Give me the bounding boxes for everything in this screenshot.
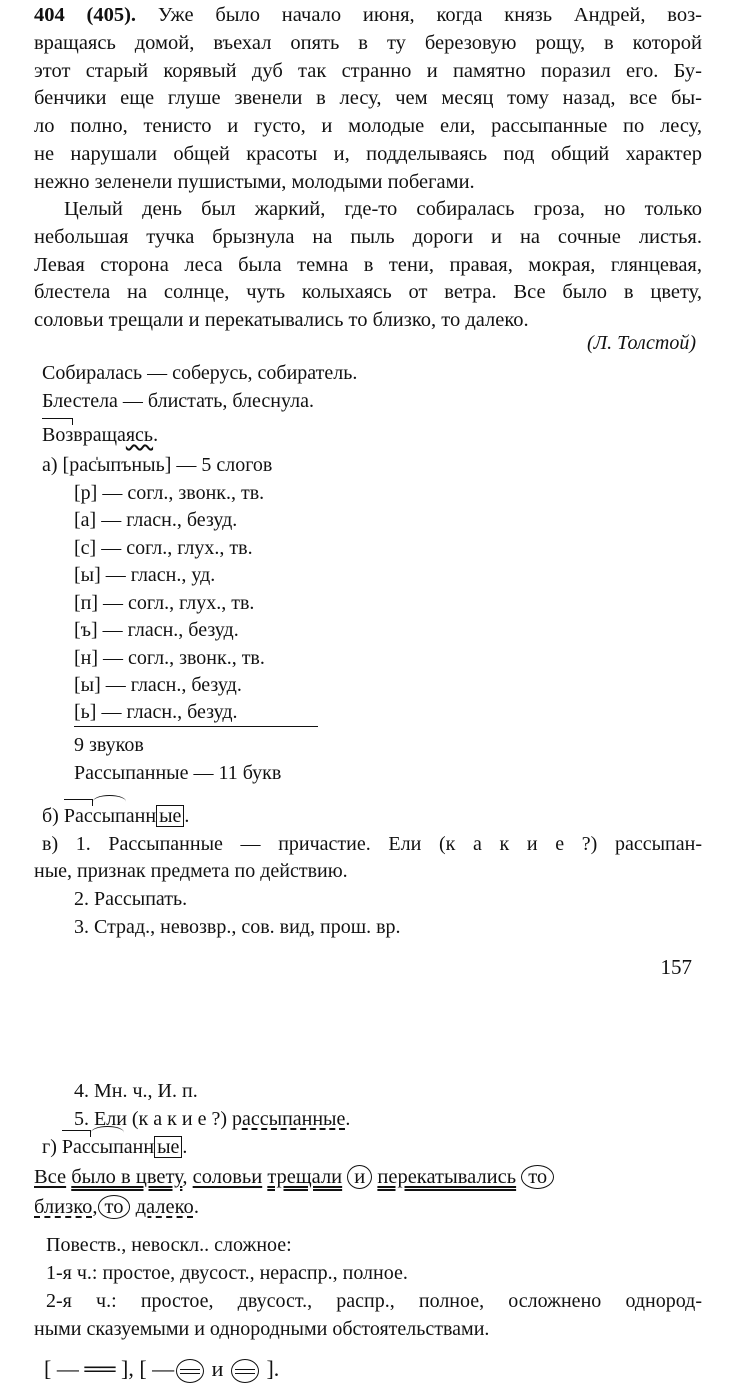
suffix-mark: ясь — [125, 424, 154, 446]
morph-analysis-item-4: 4. Мн. ч., И. п. — [74, 1080, 198, 1102]
text-line: ло полно, тенисто и густо, и молодые ели, рассыпанные по лесу, — [34, 115, 702, 138]
text-line: вращаясь домой, въехал опять в ту березовую рощу, в которой — [34, 31, 702, 54]
subject: соловьи — [192, 1166, 263, 1188]
morph-analysis-v-line1: в) 1. Рассыпанные — причастие. Ели (к а к и е ?) рассыпан- — [42, 833, 702, 855]
page-number: 157 — [660, 955, 692, 979]
sound-row: [ы] — гласн., уд. — [74, 564, 216, 586]
text-line: этот старый корявый дуб так странно и памятно поразил его. Бу- — [34, 59, 702, 82]
letters-total: Рассыпанные — 11 букв — [74, 762, 282, 784]
homogeneous-predicate-oval — [176, 1359, 204, 1383]
syntax-desc-1: Повеств., невоскл.. сложное: — [46, 1234, 292, 1256]
conjunction-circle: и — [347, 1165, 372, 1189]
syntax-desc-3: 2-я ч.: простое, двусост., распр., полное, осложнено однород- — [46, 1290, 702, 1312]
text-line: Левая сторона леса была темна в тени, правая, мокрая, глянцевая, — [34, 253, 702, 276]
author-attribution: (Л. Толстой) — [586, 332, 696, 354]
suffix-mark: анн — [123, 1136, 155, 1158]
sound-row: [н] — согл., звонк., тв. — [74, 647, 265, 669]
morph-analysis-item-2: 2. Рассыпать. — [74, 888, 188, 910]
definition-word: рассыпанные — [232, 1108, 346, 1130]
sounds-total: 9 звуков — [74, 734, 144, 756]
morph-analysis-item-3: 3. Страд., невозвр., сов. вид, прош. вр. — [74, 916, 401, 938]
sentence-scheme: [ — ══ ], [ — и ]. — [44, 1356, 280, 1381]
sound-row: [а] — гласн., безуд. — [74, 509, 238, 531]
syntax-desc-2: 1-я ч.: простое, двусост., нераспр., полное. — [46, 1262, 408, 1284]
conjunction-circle: то — [521, 1165, 554, 1189]
text-line: соловьи трещали и перекатывались то близко, то далеко. — [34, 309, 529, 332]
analysis-line-2: Блестела — блистать, блеснула. — [42, 390, 314, 412]
text-line: Целый день был жаркий, где-то собиралась гроза, но только — [64, 198, 702, 220]
syntax-sentence-line1: Все было в цвету, соловьи трещали и перекатывались то — [34, 1164, 554, 1190]
predicate: было в цвету — [71, 1166, 183, 1188]
sound-row: [п] — согл., глух., тв. — [74, 592, 255, 614]
morphemic-analysis-b: б) Рассыпанн ые . — [42, 805, 190, 827]
text-paragraph-1 — [34, 2, 702, 197]
morphemic-analysis-g: г) Рассыпанн ые . — [42, 1136, 188, 1158]
root-mark: сып — [90, 1136, 124, 1158]
text-paragraph-2 — [34, 196, 702, 335]
subject: Все — [34, 1166, 67, 1188]
adverbial: близко — [34, 1196, 93, 1218]
suffix-mark: анн — [125, 805, 157, 827]
phonetic-transcription: а) [рас̍ыпъныь] — 5 слогов — [42, 454, 273, 476]
exercise-number: 404 (405). — [34, 4, 137, 26]
homogeneous-predicate-oval — [231, 1359, 259, 1383]
sound-row: [ы] — гласн., безуд. — [74, 674, 242, 696]
total-rule — [74, 726, 318, 727]
syntax-sentence-line2: близко, то далеко. — [34, 1196, 199, 1218]
prefix-mark: Рас — [63, 805, 93, 827]
ending-box: ые — [154, 1136, 182, 1158]
text-line: бенчики еще глуше звенели в лесу, чем месяц тому назад, все бы- — [34, 87, 702, 110]
prefix-mark: Воз — [42, 424, 74, 446]
prefix-mark: Рас — [61, 1136, 91, 1158]
text-line: нежно зеленели пушистыми, молодыми побегами. — [34, 170, 475, 193]
sound-row: [р] — согл., звонк., тв. — [74, 482, 265, 504]
text-line: не нарушали общей красоты и, подделываясь под общий характер — [34, 142, 702, 165]
text-line: 404 (405). Уже было начало июня, когда князь Андрей, воз- — [34, 4, 703, 26]
morph-analysis-item-5: 5. Ели (к а к и е ?) рассыпанные. — [74, 1108, 351, 1130]
conjunction-circle: то — [98, 1195, 131, 1219]
text-line: блестела на солнце, чуть колыхаясь от ветра. Все было в цвету, — [34, 281, 702, 304]
adverbial: далеко — [135, 1196, 194, 1218]
root-mark: сып — [92, 805, 126, 827]
sound-row: [ъ] — гласн., безуд. — [74, 619, 239, 641]
ending-box: ые — [156, 805, 184, 827]
morph-analysis-v-line2: ные, признак предмета по действию. — [34, 860, 348, 882]
predicate: трещали — [267, 1166, 343, 1188]
analysis-line-1: Собиралась — соберусь, собиратель. — [42, 362, 358, 384]
sound-row: [ь] — гласн., безуд. — [74, 701, 238, 723]
sound-row: [с] — согл., глух., тв. — [74, 537, 253, 559]
morph-word-vozvrashchayas: Возвращаясь. — [42, 424, 159, 446]
predicate: перекатывались — [377, 1166, 517, 1188]
text-line: небольшая тучка брызнула на пыль дороги и на сочные листья. — [34, 225, 702, 248]
syntax-desc-4: ными сказуемыми и однородными обстоятельствами. — [34, 1318, 490, 1340]
